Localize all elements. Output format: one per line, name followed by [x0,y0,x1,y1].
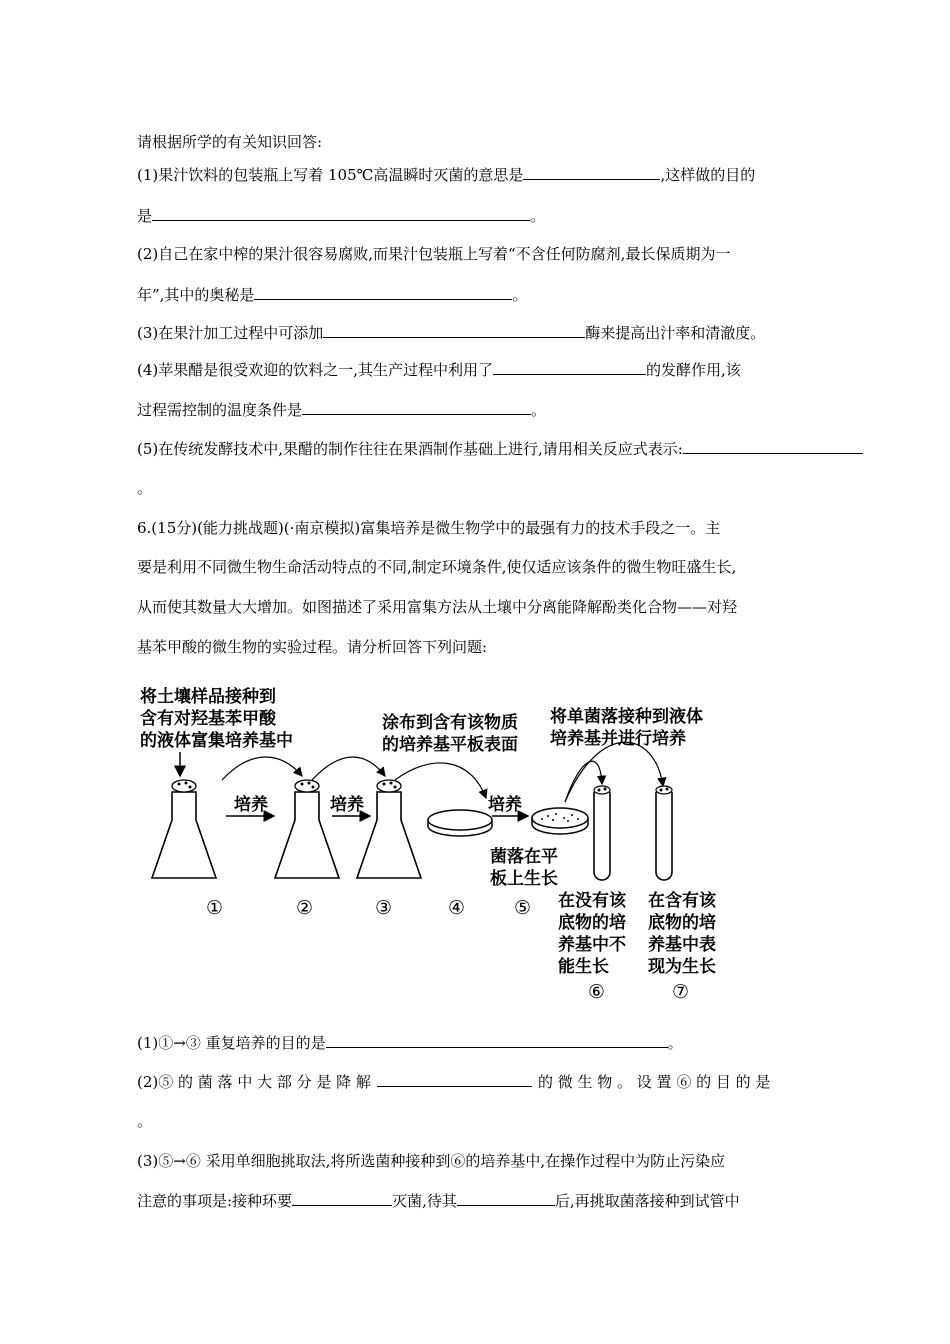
answer-blank[interactable] [457,1190,555,1206]
question-5-text: (5)在传统发酵技术中,果醋的制作往往在果酒制作基础上进行,请用相关反应式表示: [137,440,683,458]
question-1-line-2 [137,205,545,226]
answer-blank[interactable] [254,284,512,300]
question-2-text: 年”,其中的奥秘是 [137,286,255,304]
label-growth-4: 现为生长 [648,957,716,977]
label-inoculate-3: 的液体富集培养基中 [140,731,293,751]
label-growth-1: 在含有该 [648,891,716,911]
question-5-line-1 [137,438,863,459]
experiment-diagram [140,680,750,1010]
step-number-6: ⑥ [588,981,606,1003]
label-growth-2: 底物的培 [648,913,716,933]
question-3-line [137,322,765,343]
answer-blank[interactable] [377,1071,532,1087]
subquestion-2-text-cont: 的 微 生 物 。 设 置 ⑥ 的 目 的 是 [537,1073,771,1091]
step-number-2: ② [296,897,314,919]
question-4-text-2: 过程需控制的温度条件是 [137,401,303,419]
question-1-text: (1)果汁饮料的包装瓶上写着 105℃高温瞬时灭菌的意思是 [137,166,524,184]
question-2-line-1: (2)自己在家中榨的果汁很容易腐败,而果汁包装瓶上写着“不含任何防腐剂,最长保质期为一 [137,245,731,263]
answer-blank[interactable] [326,1032,668,1048]
label-no-growth-1: 在没有该 [558,891,626,911]
answer-blank[interactable] [292,1190,392,1206]
question-2-period: 。 [512,286,528,304]
subquestion-2-line-1 [137,1071,770,1092]
subquestion-3-text-end: 后,再挑取菌落接种到试管中 [554,1192,740,1210]
petri-dish-colonies-icon [532,808,588,834]
label-single-colony-2: 培养基并进行培养 [550,729,686,749]
question-6-line-3: 从而使其数量大大增加。如图描述了采用富集方法从土壤中分离能降解酚类化合物——对羟 [137,598,738,616]
curved-arrow-icon [395,763,486,798]
answer-blank[interactable] [523,164,660,180]
question-3-text-cont: 酶来提高出汁率和清澈度。 [585,324,766,342]
answer-blank[interactable] [323,322,585,338]
question-4-line-2 [137,399,546,420]
question-5-period: 。 [137,479,153,497]
question-4-line-1 [137,359,741,380]
question-4-text-cont: 的发酵作用,该 [646,361,741,379]
question-1-text-2: 是 [137,207,153,225]
subquestion-2-text: (2)⑤ 的 菌 落 中 大 部 分 是 降 解 [137,1073,371,1091]
question-6-line-4: 基苯甲酸的微生物的实验过程。请分析回答下列问题: [137,638,488,656]
answer-blank[interactable] [302,399,531,415]
culture-label-2: 培养 [330,795,364,815]
answer-blank[interactable] [493,359,646,375]
question-1-period: 。 [530,207,546,225]
answer-blank[interactable] [152,205,530,221]
label-spread-1: 涂布到含有该物质 [382,713,518,733]
subquestion-3-line-1: (3)⑤→⑥ 采用单细胞挑取法,将所选菌种接种到⑥的培养基中,在操作过程中为防止污染应 [137,1152,726,1170]
question-4-period: 。 [531,401,547,419]
culture-label-1: 培养 [234,795,268,815]
flask-icon [152,780,216,878]
label-growth-3: 养基中表 [648,935,716,955]
question-1-line-1 [137,164,755,185]
flask-icon [357,780,421,878]
answer-blank[interactable] [683,438,863,454]
petri-dish-icon [428,810,492,836]
step-number-7: ⑦ [672,981,690,1003]
subquestion-3-line-2 [137,1190,740,1211]
curved-arrow-icon [312,757,385,780]
label-no-growth-2: 底物的培 [558,913,626,933]
subquestion-3-text-cont: 灭菌,待其 [392,1192,457,1210]
label-colony-2: 板上生长 [490,869,558,889]
curved-arrow-icon [565,761,602,802]
label-spread-2: 的培养基平板表面 [382,735,518,755]
curved-arrow-icon [222,757,302,780]
label-single-colony-1: 将单菌落接种到液体 [550,707,703,727]
label-colony-1: 菌落在平 [490,847,558,867]
label-inoculate-1: 将土壤样品接种到 [140,687,276,707]
subquestion-1-period: 。 [667,1034,683,1052]
curved-arrow-icon [565,742,663,802]
step-number-1: ① [206,897,224,919]
subquestion-1 [137,1032,683,1053]
label-no-growth-4: 能生长 [558,957,609,977]
step-number-3: ③ [375,897,393,919]
question-1-text-cont: ,这样做的目的 [660,166,756,184]
culture-label-3: 培养 [488,795,522,815]
test-tube-icon [594,786,610,880]
test-tube-icon [656,786,672,880]
step-number-4: ④ [448,897,466,919]
question-6-line-1: 6.(15分)(能力挑战题)(·南京模拟)富集培养是微生物学中的最强有力的技术手段之一。主 [137,519,721,537]
question-3-text: (3)在果汁加工过程中可添加 [137,324,324,342]
question-2-line-2 [137,284,527,305]
subquestion-3-text: 注意的事项是:接种环要 [137,1192,293,1210]
question-6-line-2: 要是利用不同微生物生命活动特点的不同,制定环境条件,使仅适应该条件的微生物旺盛生长, [137,558,737,576]
label-no-growth-3: 养基中不 [558,935,626,955]
step-number-5: ⑤ [514,897,532,919]
intro-text: 请根据所学的有关知识回答: [137,133,323,151]
question-4-text: (4)苹果醋是很受欢迎的饮料之一,其生产过程中利用了 [137,361,494,379]
subquestion-2-period: 。 [137,1112,153,1130]
label-inoculate-2: 含有对羟基苯甲酸 [140,709,276,729]
subquestion-1-text: (1)①→③ 重复培养的目的是 [137,1034,326,1052]
